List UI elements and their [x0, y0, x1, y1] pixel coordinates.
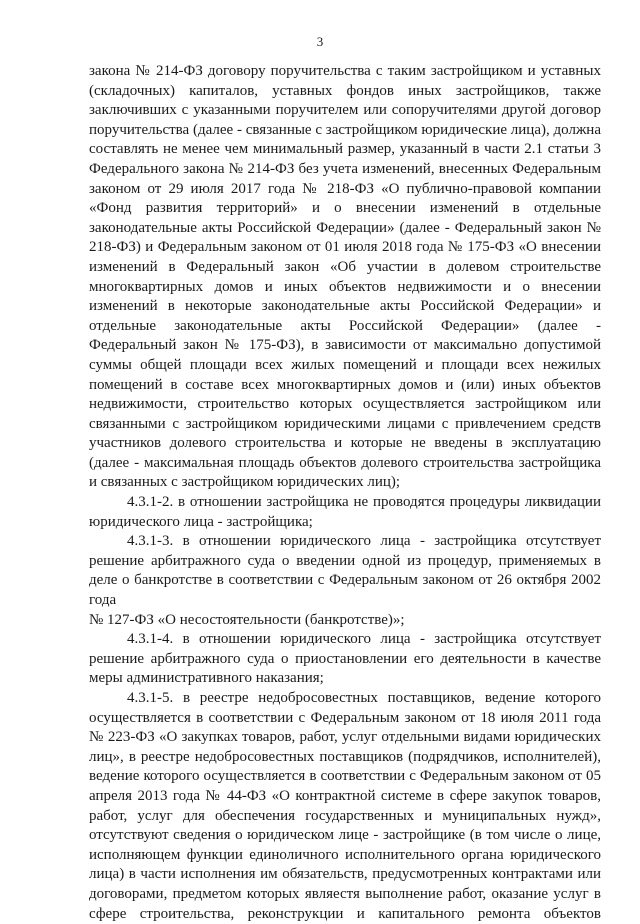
text-line: законодательные акты Российской Федерации» (далее - Федеральный закон № [89, 219, 601, 236]
text-line: отдельные законодательные акты Российской Федерации» (далее - [89, 317, 601, 334]
text-line: решение арбитражного суда о введении одной из процедур, применяемых в [89, 552, 601, 569]
text-line: 4.3.1-2. в отношении застройщика не проводятся процедуры ликвидации [127, 494, 601, 511]
text-line: недвижимости, строительство которых осуществляется застройщиком или [89, 396, 601, 413]
text-line: отсутствуют сведения о юридическом лице - застройщике (в том числе о лице, [89, 827, 601, 844]
text-line: юридического лица - застройщика; [89, 513, 313, 530]
text-line: сфере строительства, реконструкции и капитального ремонта объектов [89, 905, 601, 922]
text-line: апреля 2013 года № 44-ФЗ «О контрактной системе в сфере закупок товаров, [89, 787, 601, 804]
text-line: изменений в Федеральный закон «Об участии в долевом строительстве [89, 258, 601, 275]
text-line: № 127-ФЗ «О несостоятельности (банкротстве)»; [89, 611, 405, 628]
text-line: участников долевого строительства и которые не введены в эксплуатацию [89, 435, 601, 452]
text-line: осуществляется в соответствии с Федеральным законом от 18 июля 2011 года [89, 709, 601, 726]
text-line: № 223-ФЗ «О закупках товаров, работ, услуг отдельными видами юридических [89, 729, 601, 746]
text-line: (складочных) капиталов, уставных фондов иных застройщиков, также [89, 82, 601, 99]
text-line: Федерального закона № 214-ФЗ без учета изменений, внесенных Федеральным [89, 160, 601, 177]
text-line: помещений в составе всех многоквартирных домов и (или) иных объектов [89, 376, 601, 393]
text-line: законом от 29 июля 2017 года № 218-ФЗ «О публично-правовой компании [89, 180, 601, 197]
text-line: поручительства (далее - связанные с застройщиком юридические лица), должна [89, 121, 601, 138]
text-line: связанными с застройщиком юридическими лицами с привлечением средств [89, 415, 601, 432]
text-line: лица) в части исполнения им обязательств, предусмотренных контрактами или [89, 866, 601, 883]
text-line: и связанных с застройщиком юридических лиц); [89, 474, 401, 491]
text-line: работ, услуг для обеспечения государственных и муниципальных нужд», [89, 807, 601, 824]
text-line: «Фонд развития территорий» и о внесении изменений в отдельные [89, 200, 601, 217]
text-line: исполняющем функции единоличного исполнительного органа юридического [89, 846, 601, 863]
text-line: лиц», в реестре недобросовестных поставщиков (подрядчиков, исполнителей), [89, 748, 601, 765]
text-line: Федеральный закон № 175-ФЗ), в зависимости от максимально допустимой [89, 337, 601, 354]
text-line: деле о банкротстве в соответствии с Федеральным законом от 26 октября 2002 [89, 572, 601, 589]
text-line: ведение которого осуществляется в соответствии с Федеральным законом от 05 [89, 768, 601, 785]
text-line: меры административного наказания; [89, 670, 324, 687]
text-line: года [89, 592, 117, 609]
document-body [89, 62, 601, 924]
text-line: суммы общей площади всех жилых помещений и площади всех нежилых [89, 356, 601, 373]
text-line: 4.3.1-4. в отношении юридического лица - застройщика отсутствует [127, 631, 601, 648]
text-line: 4.3.1-3. в отношении юридического лица - застройщика отсутствует [127, 533, 601, 550]
text-line: (далее - максимальная площадь объектов долевого строительства застройщика [89, 454, 601, 471]
text-line: многоквартирных домов и иных объектов недвижимости и о внесении [89, 278, 601, 295]
text-line: договорами, предметом которых являестя выполнение работ, оказание услуг в [89, 885, 601, 902]
page-number: 3 [316, 34, 324, 49]
text-line: составлять не менее чем минимальный размер, указанный в части 2.1 статьи 3 [89, 141, 601, 158]
text-line: заключивших с указанными поручителем или сопоручителями другой договор [89, 102, 601, 119]
text-line: изменений в некоторые законодательные акты Российской Федерации» и [89, 298, 601, 315]
text-line: 218-ФЗ) и Федеральным законом от 01 июля 2018 года № 175-ФЗ «О внесении [89, 239, 601, 256]
text-line: 4.3.1-5. в реестре недобросовестных поставщиков, ведение которого [127, 690, 601, 706]
text-line: закона № 214-ФЗ договору поручительства с таким застройщиком и уставных [89, 63, 601, 79]
text-line: решение арбитражного суда о приостановлении его деятельности в качестве [89, 650, 601, 667]
